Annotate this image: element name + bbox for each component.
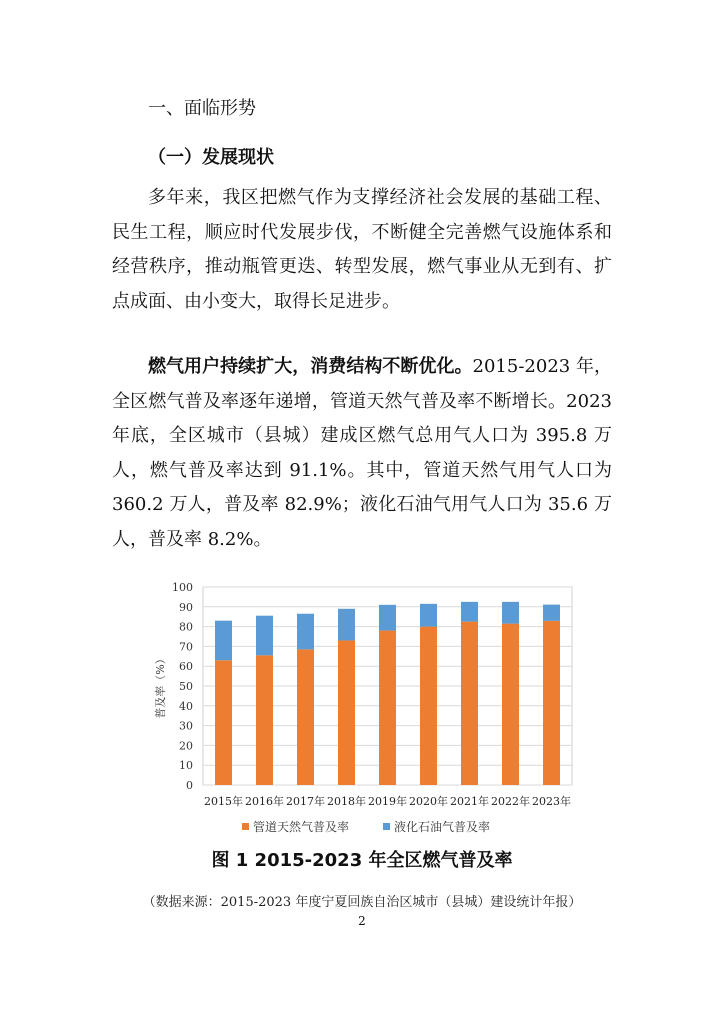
bar-lpg — [543, 605, 560, 621]
page-number: 2 — [358, 914, 366, 928]
y-tick-label: 80 — [179, 620, 193, 634]
bar-lpg — [215, 621, 232, 661]
y-tick-label: 30 — [179, 719, 193, 733]
bar-pipeline-gas — [297, 649, 314, 785]
x-tick-label: 2018年 — [327, 795, 366, 808]
figure-caption: 图 1 2015-2023 年全区燃气普及率 — [211, 850, 513, 871]
legend-label-lpg: 液化石油气普及率 — [394, 820, 491, 834]
bar-lpg — [338, 609, 355, 641]
bar-pipeline-gas — [420, 627, 437, 785]
y-tick-label: 20 — [179, 739, 193, 753]
y-tick-label: 40 — [179, 699, 193, 713]
bar-pipeline-gas — [543, 621, 560, 785]
bar-lpg — [502, 602, 519, 624]
bar-lpg — [379, 605, 396, 631]
bar-lpg — [256, 616, 273, 656]
heading-2: （一）发展现状 — [148, 147, 274, 168]
paragraph-2-bold-lead: 燃气用户持续扩大，消费结构不断优化。 — [148, 356, 473, 377]
legend-swatch-lpg — [383, 823, 390, 830]
bar-lpg — [297, 614, 314, 650]
gas-coverage-chart — [140, 575, 590, 815]
bar-pipeline-gas — [461, 622, 478, 785]
bar-pipeline-gas — [338, 640, 355, 785]
bar-pipeline-gas — [379, 631, 396, 785]
x-tick-label: 2022年 — [491, 795, 530, 808]
bar-pipeline-gas — [215, 660, 232, 785]
source-note: （数据来源：2015-2023 年度宁夏回族自治区城市（县城）建设统计年报） — [142, 895, 582, 910]
x-tick-label: 2016年 — [245, 795, 284, 808]
bar-pipeline-gas — [256, 655, 273, 785]
y-tick-label: 0 — [186, 779, 193, 792]
y-axis-label: 普及率（%） — [154, 653, 167, 719]
legend-item-pipeline-gas — [242, 818, 349, 835]
y-tick-label: 50 — [179, 680, 193, 693]
bar-lpg — [461, 602, 478, 622]
bar-lpg — [420, 604, 437, 627]
heading-1: 一、面临形势 — [148, 98, 256, 119]
legend-item-lpg — [383, 818, 490, 835]
legend-label-pipeline-gas: 管道天然气普及率 — [253, 820, 350, 834]
x-tick-label: 2020年 — [409, 795, 448, 808]
y-tick-label: 10 — [179, 759, 193, 773]
paragraph-2 — [112, 350, 612, 557]
x-tick-label: 2015年 — [204, 795, 243, 808]
x-tick-label: 2023年 — [532, 795, 571, 808]
paragraph-1: 多年来，我区把燃气作为支撑经济社会发展的基础工程、民生工程，顺应时代发展步伐，不断健全完善燃气设施体系和经营秩序，推动瓶管更迭、转型发展，燃气事业从无到有、扩点成面、由小变大，取得长足进步。 — [112, 187, 612, 312]
paragraph-2-body: 2015-2023 年，全区燃气普及率逐年递增，管道天然气普及率不断增长。2023 年底，全区城市（县城）建成区燃气总用气人口为 395.8 万人，燃气普及率达到 91.1%。其中，管道天然气用气人口为 360.2 万人，普及率 82.9%；液化石油气用气人口为 35.6 万人，普及率 8.2%。 — [112, 356, 613, 550]
x-tick-label: 2017年 — [286, 795, 325, 808]
x-tick-label: 2021年 — [450, 795, 489, 808]
x-tick-label: 2019年 — [368, 795, 407, 808]
y-tick-label: 70 — [179, 640, 193, 654]
legend-swatch-pipeline-gas — [242, 823, 249, 830]
y-tick-label: 60 — [179, 660, 193, 674]
bar-pipeline-gas — [502, 624, 519, 785]
chart-legend — [242, 818, 490, 835]
y-tick-label: 90 — [179, 600, 193, 614]
y-tick-label: 100 — [172, 581, 193, 594]
